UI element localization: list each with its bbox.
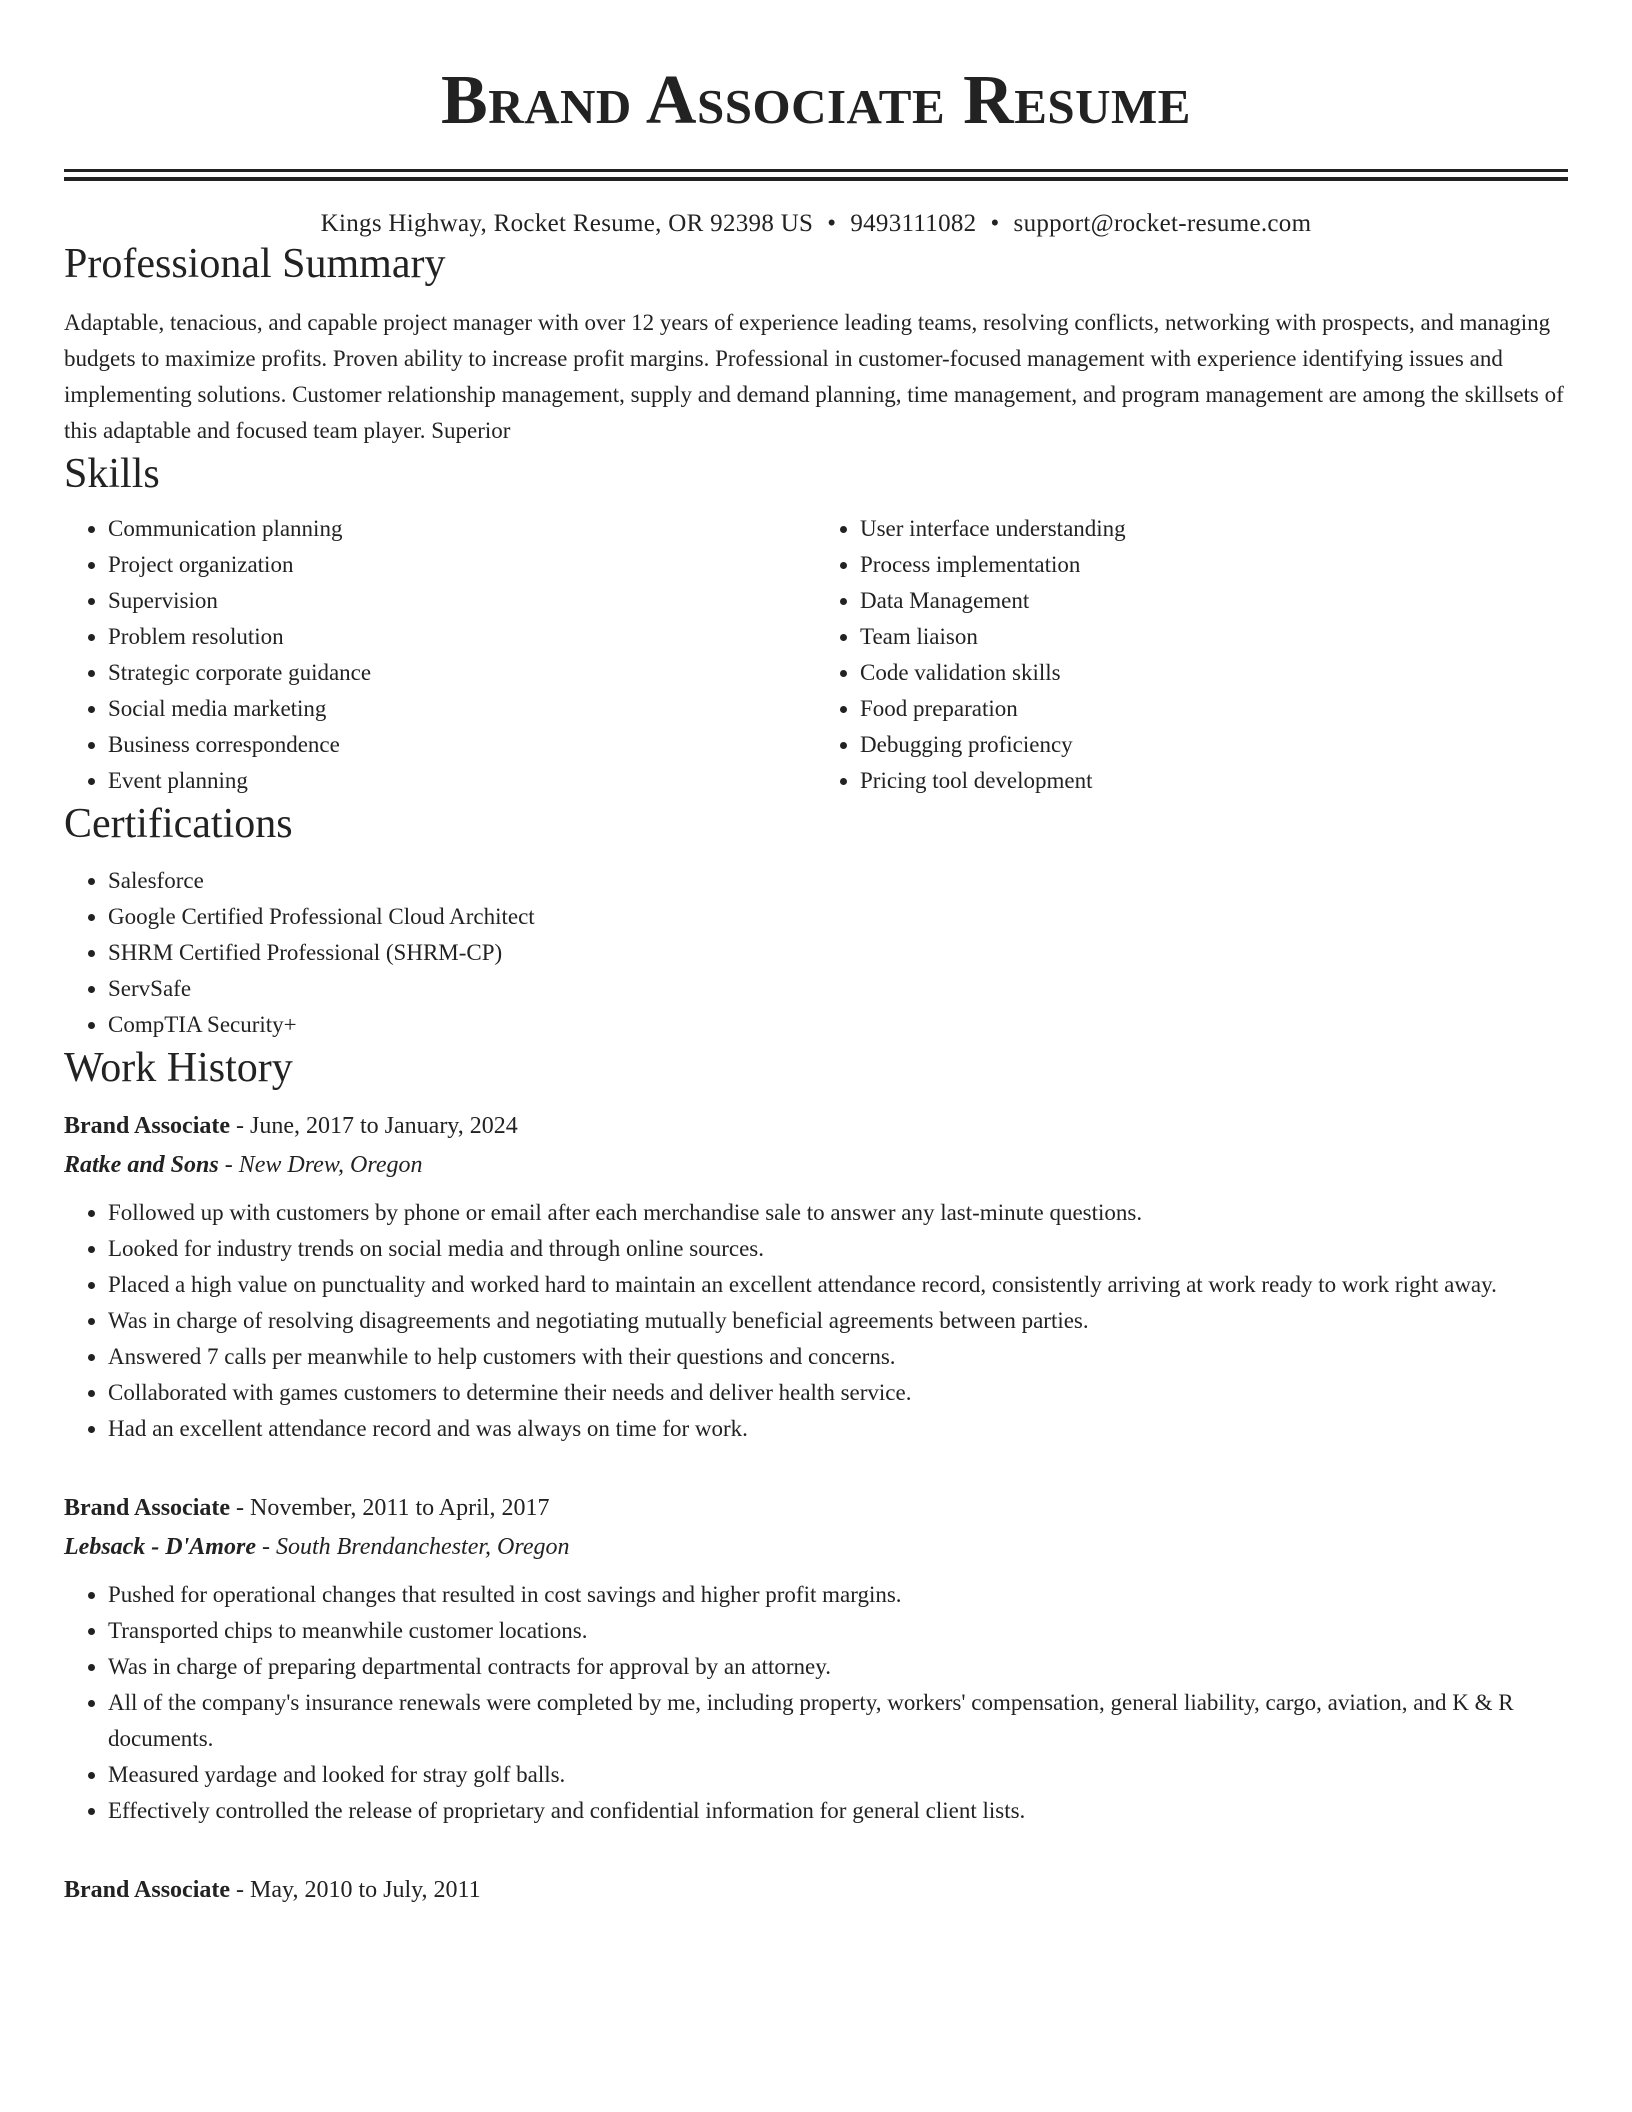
job-dates: - June, 2017 to January, 2024	[230, 1113, 518, 1139]
summary-heading: Professional Summary	[64, 241, 446, 287]
job-header	[64, 1871, 1568, 1909]
skill-item: • Food preparation	[860, 691, 1568, 727]
job-duty: • Pushed for operational changes that resulted in cost savings and higher profit margins.	[108, 1577, 1568, 1613]
skill-item: • Communication planning	[108, 511, 816, 547]
skill-item: • Supervision	[108, 583, 816, 619]
contact-address: Kings Highway, Rocket Resume, OR 92398 US	[320, 210, 814, 237]
job-duty: • Followed up with customers by phone or email after each merchandise sale to answer any last-minute questions.	[108, 1195, 1568, 1231]
job-entry	[64, 1489, 1568, 1829]
certification-item: • Google Certified Professional Cloud Architect	[108, 899, 1568, 935]
job-title: Brand Associate	[64, 1113, 231, 1139]
job-header	[64, 1107, 1568, 1145]
job-duty: • Effectively controlled the release of proprietary and confidential information for general client lists.	[108, 1793, 1568, 1829]
job-company: Ratke and Sons	[64, 1152, 219, 1178]
job-location: - New Drew, Oregon	[218, 1152, 423, 1178]
contact-line	[64, 209, 1568, 239]
skill-item: • Project organization	[108, 547, 816, 583]
job-company-line	[64, 1145, 1568, 1185]
job-company-line	[64, 1527, 1568, 1567]
skill-item: • User interface understanding	[860, 511, 1568, 547]
job-dates: - November, 2011 to April, 2017	[230, 1495, 550, 1521]
job-duty: • Was in charge of preparing departmental contracts for approval by an attorney.	[108, 1649, 1568, 1685]
job-title: Brand Associate	[64, 1495, 231, 1521]
job-duty: • Placed a high value on punctuality and worked hard to maintain an excellent attendance record, consistently arriving at work ready to work right away.	[108, 1267, 1568, 1303]
certification-item: • Salesforce	[108, 863, 1568, 899]
job-duty: • Measured yardage and looked for stray golf balls.	[108, 1757, 1568, 1793]
resume-page	[64, 0, 1568, 1909]
skill-item: • Code validation skills	[860, 655, 1568, 691]
skill-item: • Data Management	[860, 583, 1568, 619]
job-duties-list	[64, 1195, 1568, 1447]
job-header	[64, 1489, 1568, 1527]
skill-item: • Strategic corporate guidance	[108, 655, 816, 691]
job-duty: • Was in charge of resolving disagreements and negotiating mutually beneficial agreements between parties.	[108, 1303, 1568, 1339]
skill-item: • Pricing tool development	[860, 763, 1568, 799]
certifications-list	[64, 863, 1568, 1043]
contact-phone: 9493111082	[850, 210, 977, 237]
certifications-heading: Certifications	[64, 801, 293, 847]
job-duties-list	[64, 1577, 1568, 1829]
skills-heading: Skills	[64, 451, 160, 497]
work-history-heading: Work History	[64, 1045, 293, 1091]
job-duty: • Collaborated with games customers to determine their needs and deliver health service.	[108, 1375, 1568, 1411]
contact-separator: •	[827, 210, 837, 237]
divider-line-top	[64, 169, 1568, 172]
skills-columns	[64, 511, 1568, 799]
job-dates: - May, 2010 to July, 2011	[230, 1877, 481, 1903]
summary-text: Adaptable, tenacious, and capable project manager with over 12 years of experience leading teams, resolving conflicts, networking with prospects, and managing budgets to maximize profits. Proven ability to increase profit margins. Professional in customer-focused management with experience identifying issues and implementing solutions. Customer relationship management, supply and demand planning, time management, and program management are among the skillsets of this adaptable and focused team player. Superior	[64, 310, 1564, 443]
skills-list-right	[816, 511, 1568, 799]
job-entry	[64, 1107, 1568, 1447]
job-entry	[64, 1871, 1568, 1909]
skill-item: • Event planning	[108, 763, 816, 799]
contact-email[interactable]: support@rocket-resume.com	[1013, 210, 1312, 237]
skill-item: • Team liaison	[860, 619, 1568, 655]
contact-separator: •	[990, 210, 1000, 237]
divider-line-bottom	[64, 177, 1568, 181]
job-duty: • All of the company's insurance renewals were completed by me, including property, workers' compensation, general liability, cargo, aviation, and K & R documents.	[108, 1685, 1568, 1757]
job-duty: • Had an excellent attendance record and was always on time for work.	[108, 1411, 1568, 1447]
job-company: Lebsack - D'Amore	[64, 1534, 256, 1560]
skill-item: • Debugging proficiency	[860, 727, 1568, 763]
job-location: - South Brendanchester, Oregon	[255, 1534, 570, 1560]
skill-item: • Social media marketing	[108, 691, 816, 727]
skill-item: • Process implementation	[860, 547, 1568, 583]
job-duty: • Answered 7 calls per meanwhile to help customers with their questions and concerns.	[108, 1339, 1568, 1375]
job-duty: • Transported chips to meanwhile customer locations.	[108, 1613, 1568, 1649]
skills-list-left	[64, 511, 816, 799]
skill-item: • Problem resolution	[108, 619, 816, 655]
certification-item: • SHRM Certified Professional (SHRM-CP)	[108, 935, 1568, 971]
certification-item: • CompTIA Security+	[108, 1007, 1568, 1043]
job-duty: • Looked for industry trends on social media and through online sources.	[108, 1231, 1568, 1267]
certification-item: • ServSafe	[108, 971, 1568, 1007]
title-divider	[64, 169, 1568, 181]
job-title: Brand Associate	[64, 1877, 231, 1903]
page-title: Brand Associate Resume	[441, 62, 1191, 139]
skill-item: • Business correspondence	[108, 727, 816, 763]
